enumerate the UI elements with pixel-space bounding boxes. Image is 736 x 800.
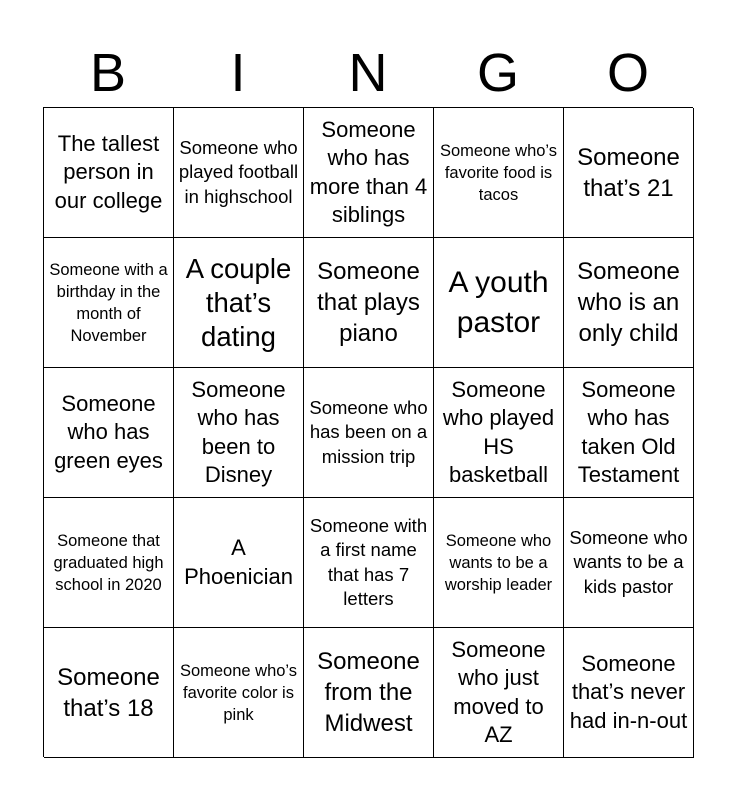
bingo-cell[interactable] — [564, 108, 694, 238]
bingo-cell[interactable] — [304, 368, 434, 498]
cell-text: Someone who has been to Disney — [191, 376, 286, 487]
header-letter-g: G — [476, 43, 519, 103]
bingo-cell[interactable] — [44, 368, 174, 498]
cell-text: Someone who’s favorite food is tacos — [439, 141, 558, 204]
header-letter-i: I — [230, 43, 246, 103]
cell-text: Someone with a first name that has 7 letters — [309, 514, 428, 609]
cell-text: Someone that’s 21 — [577, 143, 680, 202]
bingo-cell[interactable] — [304, 108, 434, 238]
bingo-cell[interactable] — [174, 238, 304, 368]
cell-text: Someone with a birthday in the month of November — [49, 260, 168, 345]
cell-text: Someone who is an only child — [577, 258, 680, 347]
bingo-cell[interactable] — [434, 498, 564, 628]
bingo-grid — [43, 107, 693, 757]
bingo-cell[interactable] — [564, 498, 694, 628]
cell-text: Someone who played HS basketball — [442, 376, 555, 487]
bingo-cell[interactable] — [44, 238, 174, 368]
bingo-cell[interactable] — [564, 628, 694, 758]
cell-text: Someone that graduated high school in 2020 — [53, 531, 164, 594]
bingo-cell[interactable] — [304, 238, 434, 368]
cell-text: Someone who just moved to AZ — [451, 636, 546, 747]
header-letter-b: B — [89, 43, 127, 103]
cell-text: Someone that’s never had in-n-out — [569, 650, 688, 733]
cell-text: Someone that’s 18 — [57, 663, 160, 722]
cell-text: Someone who played football in highschool — [178, 136, 299, 207]
bingo-cell[interactable] — [304, 498, 434, 628]
cell-text: A couple that’s dating — [185, 252, 292, 352]
bingo-cell[interactable] — [434, 368, 564, 498]
bingo-header — [43, 40, 693, 106]
bingo-cell[interactable] — [174, 108, 304, 238]
bingo-cell[interactable] — [434, 108, 564, 238]
cell-text: Someone who has more than 4 siblings — [309, 116, 428, 227]
cell-text: Someone who has been on a mission trip — [309, 396, 428, 467]
cell-text: A youth pastor — [448, 265, 549, 339]
bingo-cell[interactable] — [174, 628, 304, 758]
cell-text: Someone that plays piano — [317, 258, 420, 347]
bingo-cell[interactable] — [174, 368, 304, 498]
bingo-cell[interactable] — [434, 628, 564, 758]
bingo-cell[interactable] — [304, 628, 434, 758]
bingo-cell[interactable] — [44, 108, 174, 238]
cell-text: Someone who wants to be a kids pastor — [569, 526, 688, 597]
bingo-cell[interactable] — [564, 368, 694, 498]
bingo-cell[interactable] — [44, 498, 174, 628]
header-letter-o: O — [606, 43, 649, 103]
bingo-cell[interactable] — [564, 238, 694, 368]
cell-text: Someone who has green eyes — [54, 390, 163, 473]
bingo-cell[interactable] — [44, 628, 174, 758]
cell-text: Someone who’s favorite color is pink — [179, 661, 298, 724]
cell-text: The tallest person in our college — [54, 130, 163, 213]
bingo-cell[interactable] — [174, 498, 304, 628]
cell-text: Someone who has taken Old Testament — [577, 376, 680, 487]
cell-text: Someone who wants to be a worship leader — [444, 531, 553, 594]
cell-text: A Phoenician — [184, 535, 293, 589]
cell-text: Someone from the Midwest — [317, 648, 420, 737]
header-letter-n: N — [348, 43, 388, 103]
bingo-cell[interactable] — [434, 238, 564, 368]
